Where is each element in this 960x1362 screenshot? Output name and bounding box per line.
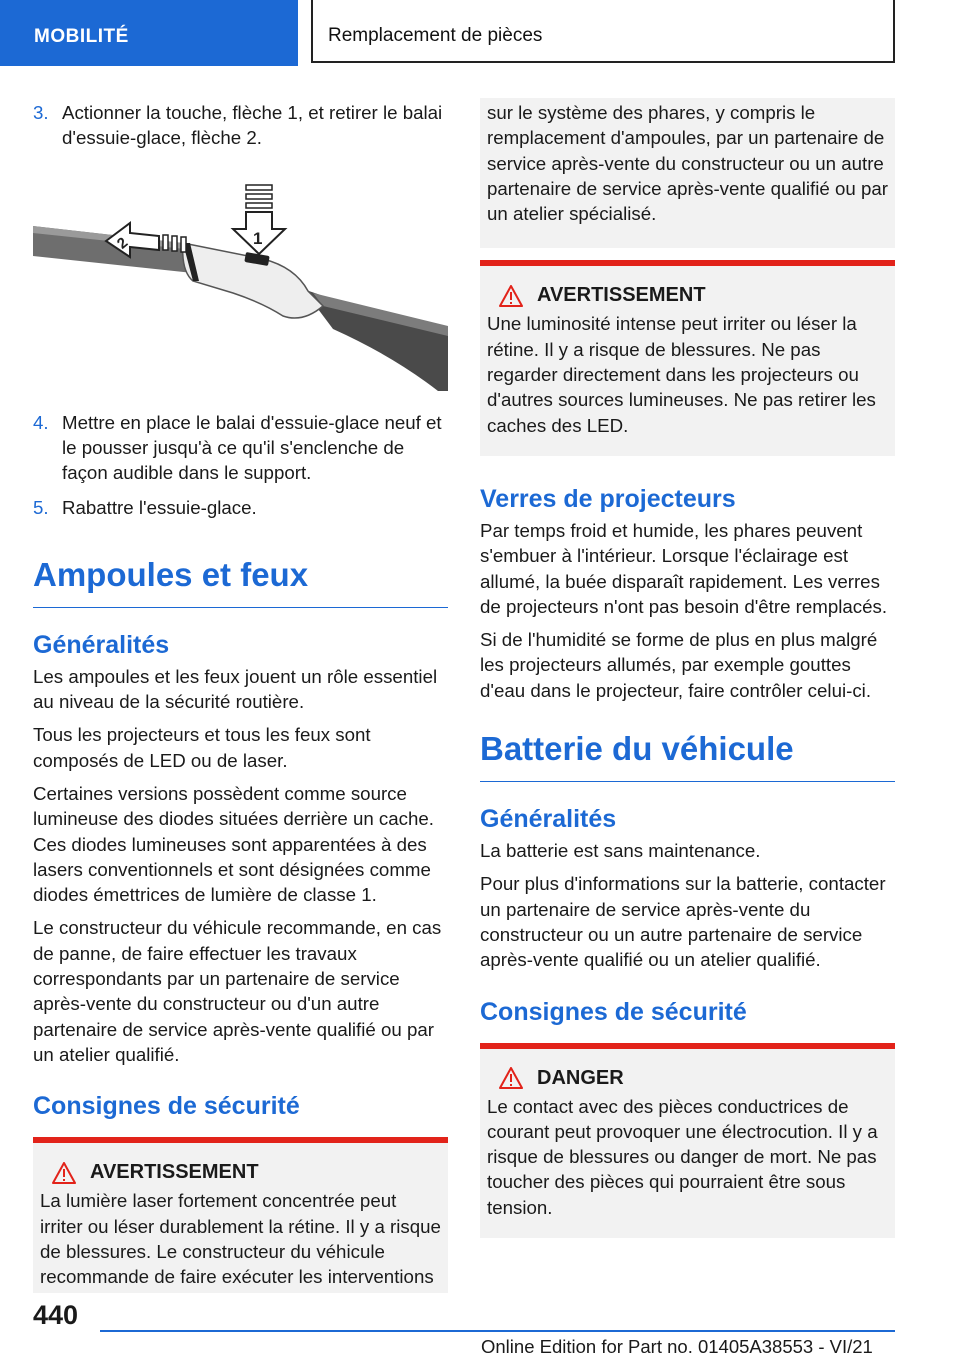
warning-triangle-icon xyxy=(52,1162,76,1184)
warning-continuation-box xyxy=(480,98,895,248)
warning-box xyxy=(33,1137,448,1293)
paragraph: Pour plus d'informations sur la batterie, contacter un partenaire de service après-vente du constructeur ou un autre partenaire de service après-vente qualifié ou un atelier qualifié. xyxy=(480,873,886,971)
heading-safety: Consignes de sécurité xyxy=(480,997,747,1026)
paragraph: Par temps froid et humide, les phares peuvent s'embuer à l'intérieur. Lorsque l'éclairage est allumé, la buée disparaît rapidement. Les verres de projecteurs n'ont pas besoin d'être remplacés. xyxy=(480,519,888,617)
footer-divider xyxy=(100,1330,895,1332)
paragraph: La batterie est sans maintenance. xyxy=(480,840,761,862)
warning-header xyxy=(487,284,888,307)
warning-box xyxy=(480,260,895,455)
heading-verres: Verres de projecteurs xyxy=(480,484,736,513)
warning-header xyxy=(40,1161,441,1184)
heading-safety: Consignes de sécurité xyxy=(33,1092,300,1121)
step-text: Rabattre l'essuie-glace. xyxy=(62,497,257,519)
warning-continued-text: sur le système des phares, y compris le remplacement d'ampoules, par un partenaire de service après-vente du constructeur ou un autre partenaire de service après-vente qualifié ou par un atelier spécialisé. xyxy=(487,102,888,225)
heading-batterie: Batterie du véhicule xyxy=(480,729,895,782)
paragraph: Le constructeur du véhicule recommande, en cas de panne, de faire effectuer les travaux correspondants par un partenaire de service après-vente du constructeur ou d'un autre partenaire de service après-vente qualifié ou par un atelier qualifié. xyxy=(33,917,442,1065)
warning-text: Une luminosité intense peut irriter ou léser la rétine. Il y a risque de blessures. Ne pas regarder directement dans les projecteurs ou d'autres sources lumineuses. Ne pas retirer les caches des LED. xyxy=(487,313,876,436)
danger-box xyxy=(480,1043,895,1238)
step-text: Mettre en place le balai d'essuie-glace neuf et le pousser jusqu'à ce qu'il s'enclenche de façon audible dans le support. xyxy=(62,411,442,484)
paragraph: Tous les projecteurs et tous les feux sont composés de LED ou de laser. xyxy=(33,724,371,771)
section-tab[interactable]: MOBILITÉ xyxy=(0,0,298,66)
page-header xyxy=(0,0,960,66)
danger-label: DANGER xyxy=(537,1066,624,1089)
paragraph: Si de l'humidité se forme de plus en plus malgré les projecteurs allumés, par exemple gouttes d'eau dans le projecteur, faire contrôler celui-ci. xyxy=(480,629,878,701)
danger-text: Le contact avec des pièces conductrices de courant peut provoquer une électrocution. Il y a risque de blessures ou danger de mort. Ne pas toucher des pièces qui pourraient être sous tension. xyxy=(487,1095,878,1218)
chapter-tab[interactable]: Remplacement de pièces xyxy=(311,0,895,63)
paragraph: Certaines versions possèdent comme source lumineuse des diodes situées derrière un cache. Ces diodes lumineuses sont apparentées à des lasers conventionnels et sont désignées comme diodes émettrices de lumière de classe 1. xyxy=(33,782,434,906)
left-column xyxy=(33,100,448,1293)
warning-label: AVERTISSEMENT xyxy=(537,284,706,307)
heading-generalites: Généralités xyxy=(33,630,170,659)
heading-ampoules: Ampoules et feux xyxy=(33,555,448,608)
footer-edition: Online Edition for Part no. 01405A38553 - VI/21 xyxy=(481,1336,873,1357)
right-column xyxy=(480,100,895,1238)
step-3 xyxy=(33,100,448,151)
step-4 xyxy=(33,410,448,486)
page-number: 440 xyxy=(33,1300,79,1330)
step-number: 5. xyxy=(33,497,49,519)
step-number: 4. xyxy=(33,411,49,433)
step-text: Actionner la touche, flèche 1, et retirer le balai d'essuie-glace, flèche 2. xyxy=(62,102,443,149)
danger-header xyxy=(487,1067,888,1090)
warning-triangle-icon xyxy=(499,1067,523,1089)
step-number: 3. xyxy=(33,102,49,123)
heading-generalites: Généralités xyxy=(480,805,617,834)
paragraph: Les ampoules et les feux jouent un rôle essentiel au niveau de la sécurité routière. xyxy=(33,665,438,713)
warning-label: AVERTISSEMENT xyxy=(90,1161,259,1184)
warning-text: La lumière laser fortement concentrée peut irriter ou léser durablement la rétine. Il y a risque de blessures. Le constructeur du véhicule recommande de faire exécuter les interventions xyxy=(40,1190,441,1288)
figure-label-2: 2 xyxy=(113,233,132,253)
step-5 xyxy=(33,495,448,520)
wiper-blade-figure xyxy=(33,181,448,391)
warning-triangle-icon xyxy=(499,285,523,307)
figure-label-1: 1 xyxy=(253,228,263,248)
